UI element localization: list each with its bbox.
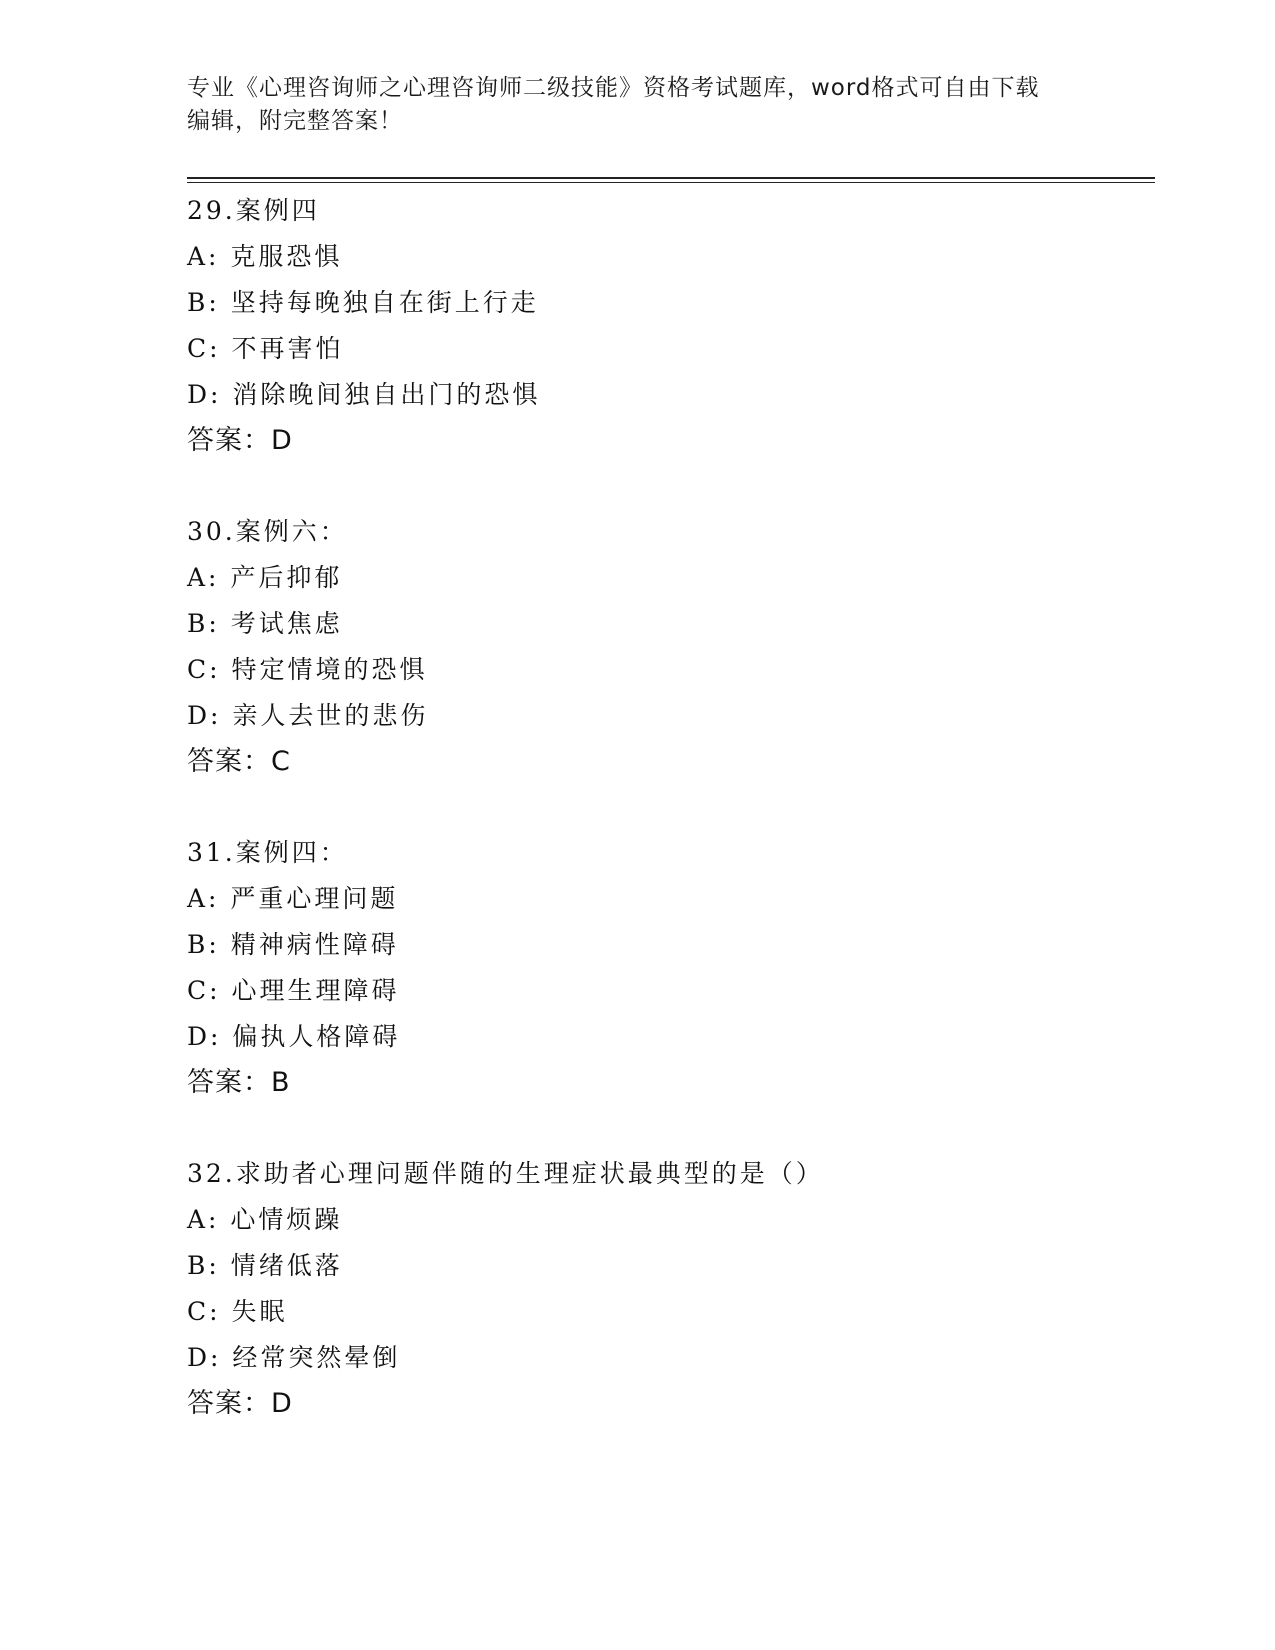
option-c: C: 不再害怕 xyxy=(187,334,344,363)
header-divider-bottom xyxy=(187,182,1155,183)
question-list xyxy=(187,188,1147,1472)
question-stem: 30.案例六： xyxy=(187,517,348,546)
question-stem: 29.案例四 xyxy=(187,196,320,225)
option-a: A: 严重心理问题 xyxy=(187,884,399,913)
question-31 xyxy=(187,830,1147,1106)
option-a: A: 产后抑郁 xyxy=(187,563,343,592)
question-32 xyxy=(187,1151,1147,1427)
answer-line: 答案：D xyxy=(187,1388,293,1419)
option-b: B: 坚持每晚独自在街上行走 xyxy=(187,288,539,317)
option-b: B: 考试焦虑 xyxy=(187,609,343,638)
option-a: A: 心情烦躁 xyxy=(187,1205,343,1234)
question-stem: 32.求助者心理问题伴随的生理症状最典型的是（） xyxy=(187,1159,824,1188)
question-30 xyxy=(187,509,1147,785)
option-c: C: 心理生理障碍 xyxy=(187,976,400,1005)
header-divider-top xyxy=(187,177,1155,179)
document-header xyxy=(187,72,1067,138)
answer-line: 答案：B xyxy=(187,1067,291,1098)
option-d: D: 亲人去世的悲伤 xyxy=(187,701,429,730)
option-a: A: 克服恐惧 xyxy=(187,242,343,271)
option-b: B: 情绪低落 xyxy=(187,1251,343,1280)
option-c: C: 失眠 xyxy=(187,1297,288,1326)
answer-line: 答案：C xyxy=(187,746,291,777)
option-d: D: 消除晚间独自出门的恐惧 xyxy=(187,380,541,409)
option-d: D: 经常突然晕倒 xyxy=(187,1343,401,1372)
answer-line: 答案：D xyxy=(187,425,293,456)
option-c: C: 特定情境的恐惧 xyxy=(187,655,428,684)
option-d: D: 偏执人格障碍 xyxy=(187,1022,401,1051)
question-stem: 31.案例四： xyxy=(187,838,348,867)
option-b: B: 精神病性障碍 xyxy=(187,930,399,959)
header-line-1: 专业《心理咨询师之心理咨询师二级技能》资格考试题库，word格式可自由下载 xyxy=(187,75,1040,101)
header-line-2: 编辑，附完整答案！ xyxy=(187,108,403,134)
question-29 xyxy=(187,188,1147,464)
